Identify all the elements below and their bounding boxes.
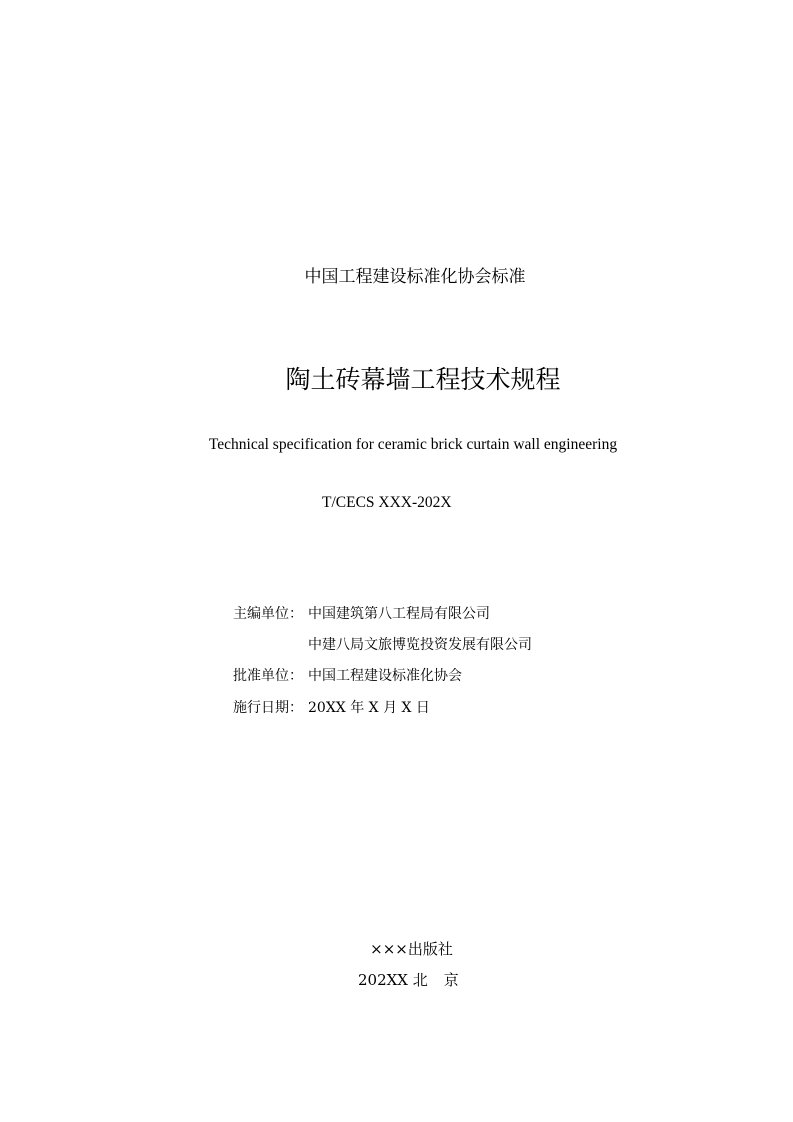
publication-city-char-1: 北 [412,971,428,989]
effective-date-label: 施行日期： [233,700,303,716]
publisher-name: ×××出版社 [370,940,453,958]
publication-place-line [358,969,459,990]
publication-city-char-2: 京 [443,971,459,989]
effective-date-value: 20XX 年 X 月 X 日 [308,700,430,716]
approval-unit: 中国工程建设标准化协会 [308,668,462,684]
approval-row [233,667,462,685]
approval-label: 批准单位： [233,668,303,684]
chief-editor-row [233,605,490,623]
chief-editor-label: 主编单位： [233,606,303,622]
document-title-zh: 陶土砖幕墙工程技术规程 [285,365,561,394]
chief-editor-unit-2: 中建八局文旅博览投资发展有限公司 [308,637,532,653]
effective-date-row [233,699,430,717]
chief-editor-row-2 [308,636,532,654]
document-title-en: Technical specification for ceramic brick curtain wall engineering [208,436,618,453]
organization-header: 中国工程建设标准化协会标准 [304,267,526,287]
chief-editor-unit-1: 中国建筑第八工程局有限公司 [308,606,490,622]
standard-code: T/CECS XXX-202X [322,494,452,511]
publication-year: 202XX [358,971,408,989]
